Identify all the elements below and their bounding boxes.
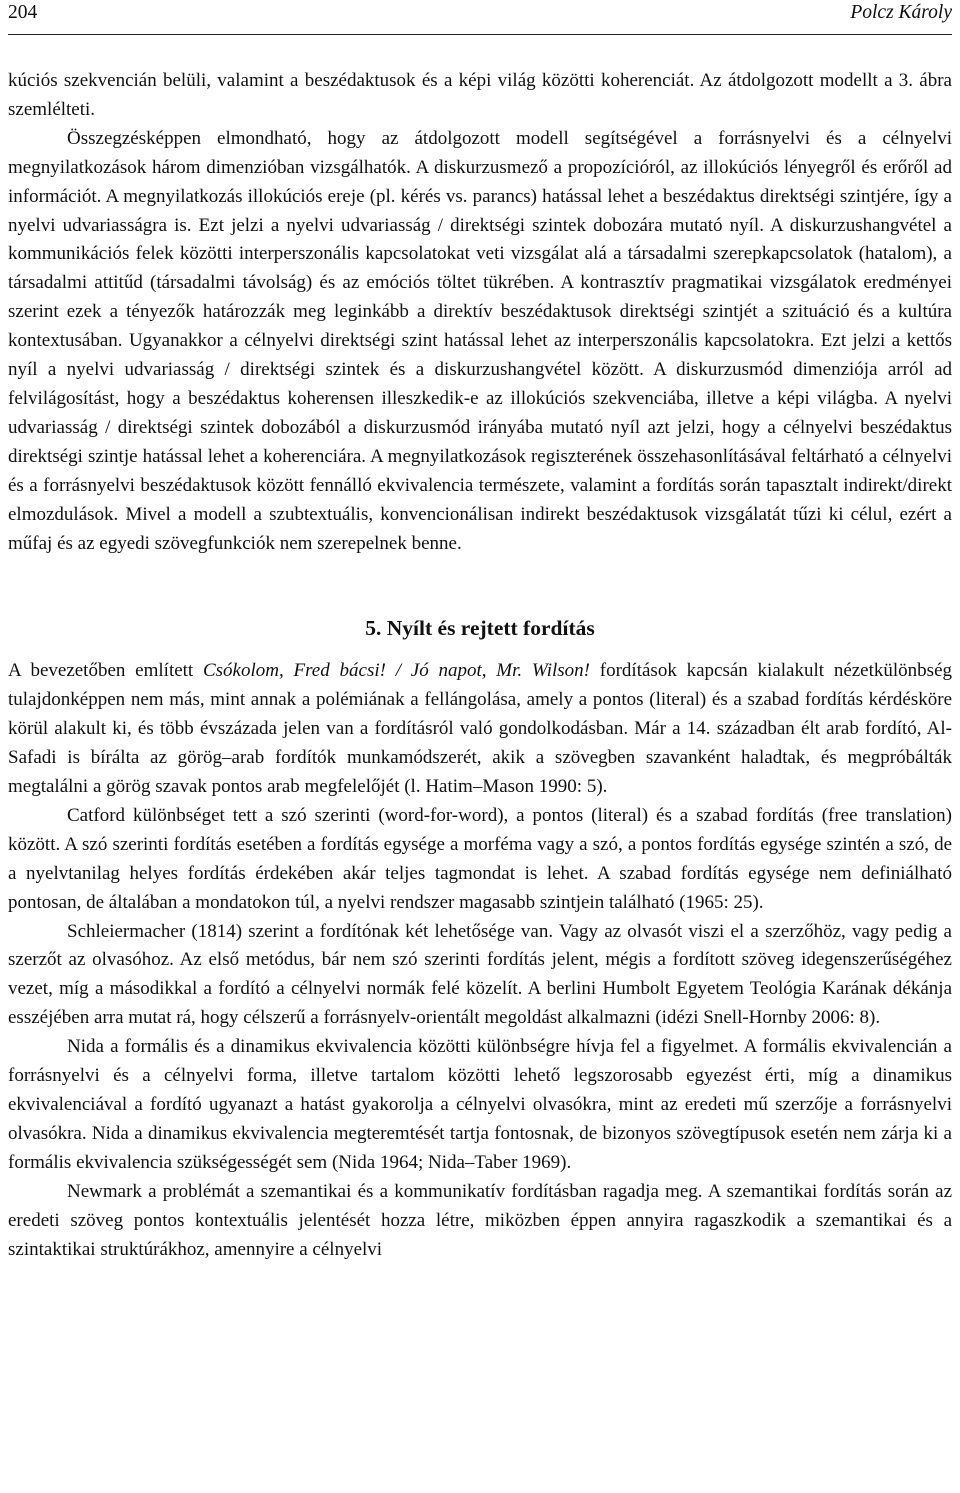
intro-text-start: A bevezetőben említett [8,660,203,682]
running-title: Polcz Károly [850,2,952,23]
body-text [8,67,952,1264]
intro-text-end: fordítások kapcsán kialakult nézetkülönbség tulajdonképpen nem más, mint annak a polémiának a fellángolása, amely a pontos (literal) és a szabad fordítás kérdésköre körül alakult ki, és több évszázada jelen van a fordításról való gondolkodásban. Már a 14. században élt arab fordító, Al-Safadi is bírálta az görög–arab fordítók munkamódszerét, akik a szövegben szavanként haladtak, és megpróbálták megtalálni a görög szavak pontos arab megfelelőjét (l. Hatim–Mason 1990: 5). [8,660,953,798]
intro-italic-title: Csókolom, Fred bácsi! / Jó napot, Mr. Wilson! [202,660,590,682]
paragraph-continued: kúciós szekvencián belüli, valamint a beszédaktusok és a képi világ közötti koherenciát. Az átdolgozott modellt a 3. ábra szemlélteti. [8,70,952,120]
running-header [8,0,952,35]
paragraph-intro [8,657,952,802]
document-page [8,0,952,1264]
paragraph-summary: Összegzésképpen elmondható, hogy az átdolgozott modell segítségével a forrásnyelvi és a célnyelvi megnyilatkozások három dimenzióban vizsgálhatók. A diskurzusmező a propozícióról, az illokúciós lényegről és erőről ad információt. A megnyilatkozás illokúciós ereje (pl. kérés vs. parancs) hatással lehet a beszédaktus direktségi szintjére, így a nyelvi udvariasságra is. Ezt jelzi a nyelvi udvariasság / direktségi szintek dobozára mutató nyíl. A diskurzushangvétel a kommunikációs felek közötti interperszonális kapcsolatokat veti vizsgálat alá a társadalmi szerepkapcsolatok (hatalom), a társadalmi attitűd (társadalmi távolság) és az emóciós töltet tükrében. A kontrasztív pragmatikai vizsgálatok eredményei szerint ezek a tényezők határozzák meg leginkább a direktív beszédaktusok direktségi szintjét a szituáció és a kultúra kontextusában. Ugyanakkor a célnyelvi direktségi szint hatással lehet az interperszonális kapcsolatokra. Ezt jelzi a kettős nyíl a nyelvi udvariasság / direktségi szintek és a diskurzushangvétel között. A diskurzusmód dimenziója arról ad felvilágosítást, hogy a beszédaktus koherensen illeszkedik-e az illokúciós szekvenciába, illetve a képi világba. A nyelvi udvariasság / direktségi szintek dobozából a diskurzusmód irányába mutató nyíl azt jelzi, hogy a célnyelvi beszédaktus direktségi szintje hatással lehet a koherenciára. A megnyilatkozások regiszterének összehasonlításával feltárható a célnyelvi és a forrásnyelvi beszédaktusok között fennálló ekvivalencia természete, valamint a fordítás során tapasztalt indirekt/direkt elmozdulások. Mivel a modell a szubtextuális, konvencionálisan indirekt beszédaktusok vizsgálatát tűzi ki célul, ezért a műfaj és az egyedi szövegfunkciók nem szerepelnek benne. [8,127,952,554]
paragraph-newmark: Newmark a problémát a szemantikai és a kommunikatív fordításban ragadja meg. A szemantikai fordítás során az eredeti szöveg pontos kontextuális jelentését hozza létre, miközben éppen annyira ragaszkodik a szemantikai és a szintaktikai struktúrákhoz, amennyire a célnyelvi [8,1180,952,1260]
section-heading: 5. Nyílt és rejtett fordítás [365,616,595,641]
paragraph-nida: Nida a formális és a dinamikus ekvivalencia közötti különbségre hívja fel a figyelmet. A formális ekvivalencián a forrásnyelvi és a célnyelvi forma, illetve tartalom közötti lehető legszorosabb egyezést érti, míg a dinamikus ekvivalenciával a fordító ugyanazt a hatást gyakorolja a célnyelvi olvasókra, mint az eredeti mű szerzője a forrásnyelvi olvasókra. Nida a dinamikus ekvivalencia megteremtését tartja fontosnak, de bizonyos szövegtípusok esetén nem zárja ki a formális ekvivalencia szükségességét sem (Nida 1964; Nida–Taber 1969). [8,1036,952,1173]
paragraph-catford: Catford különbséget tett a szó szerinti (word-for-word), a pontos (literal) és a szabad fordítás (free translation) között. A szó szerinti fordítás esetében a fordítás egysége a morféma vagy a szó, a pontos fordítás egysége szintén a szó, de a nyelvtanilag helyes fordítás érdekében akár teljes tagmondat is lehet. A szabad fordítás egysége nem definiálható pontosan, de általában a mondatokon túl, a nyelvi rendszer magasabb szintjein található (1965: 25). [8,804,952,913]
page-number: 204 [8,2,38,23]
paragraph-schleiermacher: Schleiermacher (1814) szerint a fordítónak két lehetősége van. Vagy az olvasót viszi el a szerzőhöz, vagy pedig a szerzőt az olvasóhoz. Az első metódus, bár nem szó szerinti fordítás jelent, mégis a fordított szöveg idegenszerűségéhez vezet, míg a másodikkal a fordító a célnyelvi normák felé közelít. A berlini Humbolt Egyetem Teológia Karának dékánja esszéjében arra mutat rá, hogy célszerű a forrásnyelv-orientált megoldást alkalmazni (idézi Snell-Hornby 2006: 8). [8,920,952,1029]
